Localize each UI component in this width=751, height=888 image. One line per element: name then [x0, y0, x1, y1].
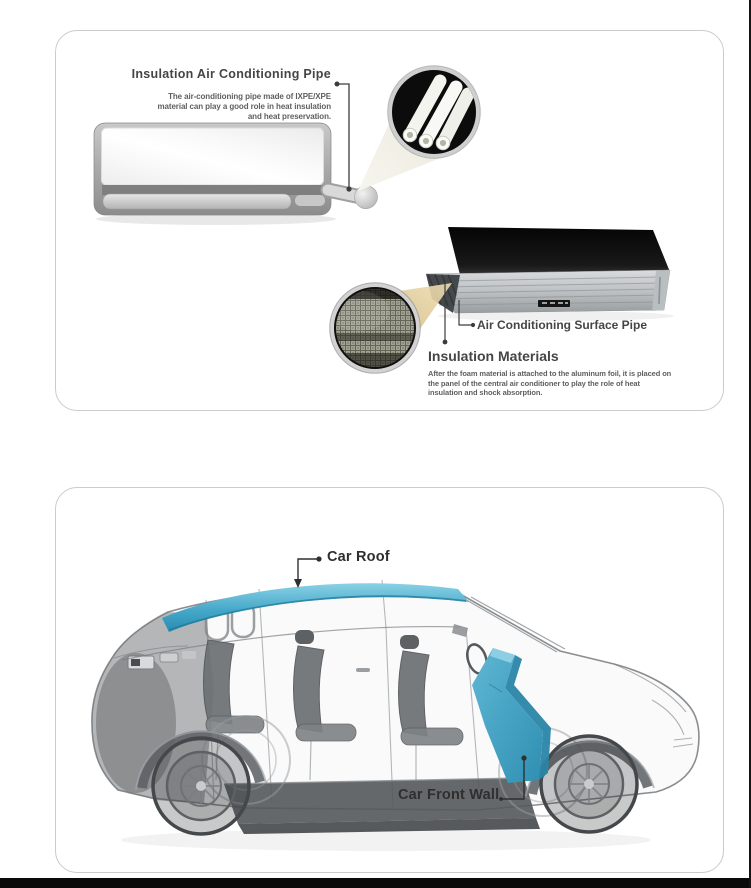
material-detail-magnifier — [329, 283, 420, 374]
wall-ac-unit — [94, 123, 336, 225]
ac-pipe — [328, 186, 378, 210]
car-insulation-card — [55, 487, 724, 873]
surface-pipe-label: Air Conditioning Surface Pipe — [477, 318, 648, 332]
bottom-black-bar — [0, 878, 751, 888]
cassette-ac-unit — [422, 227, 674, 321]
car-illustration — [56, 488, 722, 871]
insulation-pipe-description: The air-conditioning pipe made of IXPE/XPE material can play a good role in heat insulation and heat preservation. — [157, 92, 331, 121]
ac-illustration — [56, 31, 722, 409]
insulation-materials-description: After the foam material is attached to the aluminum foil, it is placed on the panel of the central air conditioner to play the role of heat insulation and shock absorption. — [428, 369, 672, 397]
ac-insulation-card — [55, 30, 724, 411]
pipe-detail-magnifier — [388, 66, 481, 159]
insulation-materials-label: Insulation Materials — [428, 348, 559, 364]
car-front-wall-label: Car Front Wall — [398, 787, 500, 803]
car-roof-label: Car Roof — [327, 549, 390, 565]
insulation-pipe-label: Insulation Air Conditioning Pipe — [131, 67, 331, 81]
